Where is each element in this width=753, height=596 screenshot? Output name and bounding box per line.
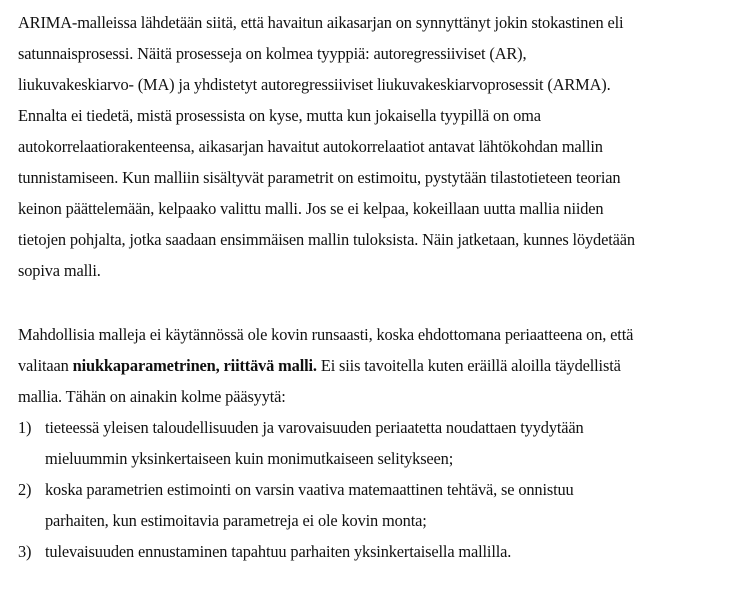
list-text-continuation: mieluummin yksinkertaiseen kuin monimutkaiseen selitykseen; bbox=[45, 449, 454, 468]
reasons-list bbox=[18, 412, 743, 567]
text-line: keinon päättelemään, kelpaako valittu malli. Jos se ei kelpaa, kokeillaan uutta mallia niiden bbox=[18, 199, 604, 218]
paragraph-spacer bbox=[18, 286, 743, 319]
bold-emphasis: niukkaparametrinen, riittävä malli. bbox=[72, 356, 317, 375]
paragraph-model-choice bbox=[18, 319, 743, 412]
list-item bbox=[18, 412, 743, 474]
text-line: tunnistamiseen. Kun malliin sisältyvät parametrit on estimoitu, pystytään tilastotieteen teorian bbox=[18, 168, 621, 187]
text-line: liukuvakeskiarvo- (MA) ja yhdistetyt autoregressiiviset liukuvakeskiarvoprosessit (ARMA). bbox=[18, 75, 611, 94]
list-text: koska parametrien estimointi on varsin vaativa matemaattinen tehtävä, se onnistuu bbox=[45, 480, 574, 499]
list-item bbox=[18, 536, 743, 567]
paragraph-arima-intro bbox=[18, 7, 743, 286]
text-line: Ennalta ei tiedetä, mistä prosessista on kyse, mutta kun jokaisella tyypillä on oma bbox=[18, 106, 541, 125]
list-text-continuation: parhaiten, kun estimoitavia parametreja ei ole kovin monta; bbox=[45, 511, 427, 530]
list-number: 2) bbox=[18, 480, 32, 499]
list-item bbox=[18, 474, 743, 536]
text-line: Mahdollisia malleja ei käytännössä ole kovin runsaasti, koska ehdottomana periaatteena on, että bbox=[18, 325, 634, 344]
text-line: mallia. Tähän on ainakin kolme pääsyytä: bbox=[18, 387, 286, 406]
list-text: tieteessä yleisen taloudellisuuden ja varovaisuuden periaatetta noudattaen tyydytään bbox=[45, 418, 584, 437]
text-line: ARIMA-malleissa lähdetään siitä, että havaitun aikasarjan on synnyttänyt jokin stokastinen eli bbox=[18, 13, 624, 32]
list-text: tulevaisuuden ennustaminen tapahtuu parhaiten yksinkertaisella mallilla. bbox=[45, 542, 512, 561]
text-run: Ei siis tavoitella kuten eräillä aloilla täydellistä bbox=[316, 356, 621, 375]
text-run: valitaan bbox=[18, 356, 73, 375]
list-number: 3) bbox=[18, 542, 32, 561]
text-line bbox=[18, 350, 743, 381]
document-body bbox=[18, 7, 743, 567]
text-line: satunnaisprosessi. Näitä prosesseja on kolmea tyyppiä: autoregressiiviset (AR), bbox=[18, 44, 527, 63]
text-line: autokorrelaatiorakenteensa, aikasarjan havaitut autokorrelaatiot antavat lähtökohdan mallin bbox=[18, 137, 603, 156]
list-number: 1) bbox=[18, 418, 32, 437]
text-line: sopiva malli. bbox=[18, 261, 101, 280]
text-line: tietojen pohjalta, jotka saadaan ensimmäisen mallin tuloksista. Näin jatketaan, kunnes löydetään bbox=[18, 230, 635, 249]
